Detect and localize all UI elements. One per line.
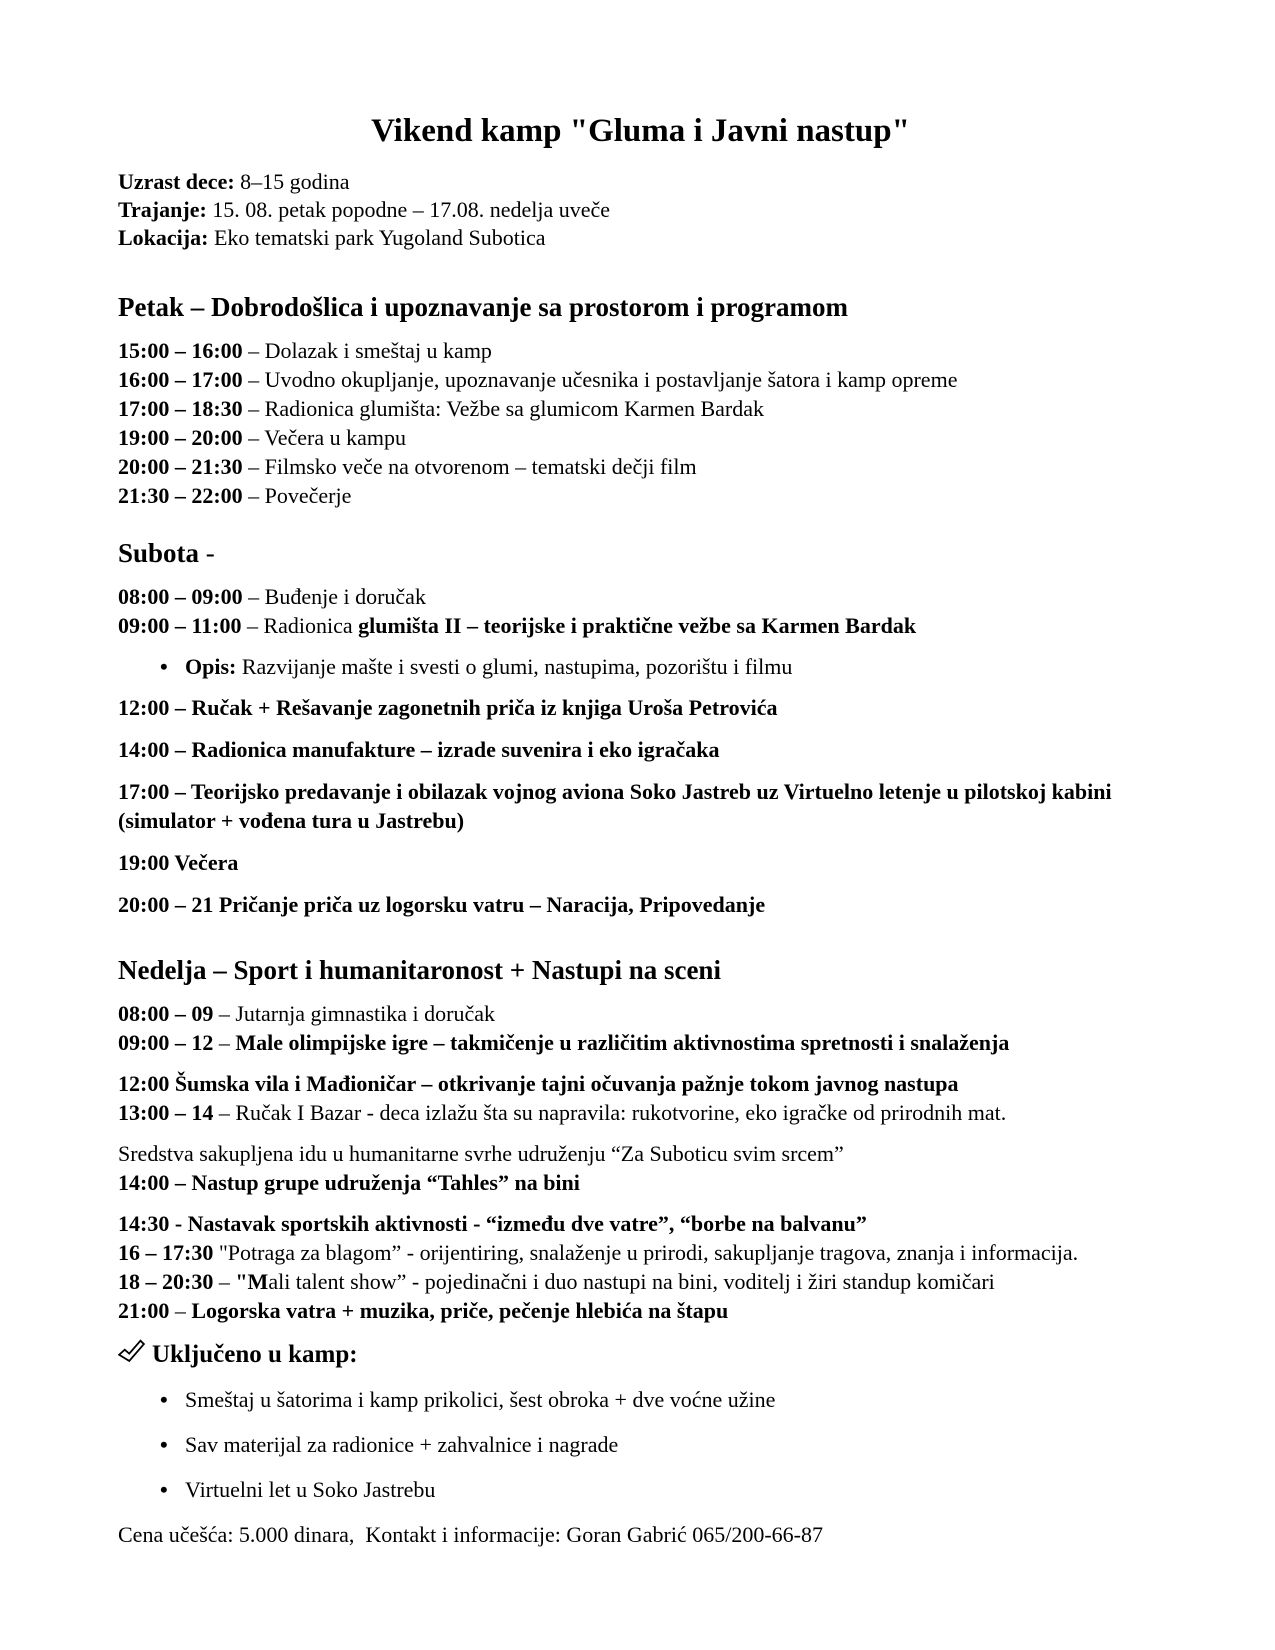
- info-age-value: 8–15 godina: [234, 169, 350, 194]
- schedule-item-sat-1200: 12:00 – Ručak + Rešavanje zagonetnih priča iz knjiga Uroša Petrovića: [118, 695, 778, 720]
- sunday-schedule-afternoon: [118, 1209, 1163, 1325]
- bullet-icon: •: [160, 1432, 168, 1457]
- bullet-icon: •: [160, 1387, 168, 1412]
- item-text: – Buđenje i doručak: [242, 584, 426, 609]
- friday-schedule: [118, 336, 1163, 510]
- info-block: [118, 168, 1163, 252]
- item-text: – Večera u kampu: [242, 425, 406, 450]
- item-sep: –: [213, 1030, 236, 1055]
- schedule-item-sun-1600: [118, 1238, 1163, 1267]
- saturday-heading: [118, 536, 1163, 570]
- schedule-item-fri-1900: [118, 423, 1163, 452]
- schedule-item-fri-2000: [118, 452, 1163, 481]
- item-time: 21:00: [118, 1298, 170, 1323]
- opis-label: Opis:: [185, 654, 237, 679]
- item-text-bold: "M: [235, 1269, 269, 1294]
- included-item: [118, 1475, 1163, 1504]
- item-text: – Filmsko veče na otvorenom – tematski dečji film: [242, 454, 697, 479]
- item-time: 19:00 – 20:00: [118, 425, 243, 450]
- info-duration-label: Trajanje:: [118, 197, 207, 222]
- item-sep: –: [213, 1269, 236, 1294]
- schedule-item-sat-1400: 14:00 – Radionica manufakture – izrade suvenira i eko igračaka: [118, 737, 720, 762]
- footer-contact: Cena učešća: 5.000 dinara, Kontakt i informacije: Goran Gabrić 065/200-66-87: [118, 1522, 823, 1547]
- schedule-item-fri-1500: [118, 336, 1163, 365]
- item-time: 18 – 20:30: [118, 1269, 214, 1294]
- schedule-item-sat-0900: [118, 611, 1163, 640]
- schedule-item-sat-2000: 20:00 – 21 Pričanje priča uz logorsku vatru – Naracija, Pripovedanje: [118, 892, 766, 917]
- item-time: 15:00 – 16:00: [118, 338, 243, 363]
- saturday-heading-tail: -: [199, 538, 215, 568]
- item-time: 09:00 – 11:00: [118, 613, 242, 638]
- item-text-bold: glumišta II – teorijske i praktične vežbe sa Karmen Bardak: [358, 613, 917, 638]
- sunday-humanitarian: [118, 1139, 1163, 1197]
- item-time: 09:00 – 12: [118, 1030, 214, 1055]
- item-text: – Jutarnja gimnastika i doručak: [213, 1001, 495, 1026]
- item-text: "Potraga za blagom” - orijentiring, snalaženje u prirodi, sakupljanje tragova, znanja i informacija.: [213, 1240, 1079, 1265]
- item-time: 21:30 – 22:00: [118, 483, 243, 508]
- schedule-item-fri-2130: [118, 481, 1163, 510]
- info-location-label: Lokacija:: [118, 225, 209, 250]
- item-text: – Povečerje: [242, 483, 352, 508]
- schedule-item-sat-1900: 19:00 Večera: [118, 850, 239, 875]
- included-item: [118, 1430, 1163, 1459]
- item-time: 16:00 – 17:00: [118, 367, 243, 392]
- saturday-schedule-morning: [118, 582, 1163, 640]
- item-text: – Radionica: [241, 613, 359, 638]
- item-time: 08:00 – 09:00: [118, 584, 243, 609]
- item-sep: –: [169, 1298, 192, 1323]
- item-text: – Radionica glumišta: Vežbe sa glumicom Karmen Bardak: [242, 396, 765, 421]
- item-time: 08:00 – 09: [118, 1001, 214, 1026]
- schedule-item-sat-1700: 17:00 – Teorijsko predavanje i obilazak vojnog aviona Soko Jastreb uz Virtuelno letenje u pilotskoj kabini (simulator + vođena tura u Jastrebu): [118, 779, 1118, 833]
- check-icon: [118, 1339, 145, 1366]
- schedule-item-sun-2100: [118, 1296, 1163, 1325]
- schedule-item-sun-1300: [118, 1098, 1163, 1127]
- bullet-icon: •: [160, 654, 168, 679]
- saturday-heading-text: Subota: [118, 538, 200, 568]
- schedule-item-fri-1600: [118, 365, 1163, 394]
- item-text-bold: Male olimpijske igre – takmičenje u različitim aktivnostima spretnosti i snalaženja: [235, 1030, 1010, 1055]
- schedule-item-sat-0800: [118, 582, 1163, 611]
- bullet-icon: •: [160, 1477, 168, 1502]
- item-text: – Ručak I Bazar - deca izlažu šta su napravila: rukotvorine, eko igračke od prirodnih mat.: [213, 1100, 1007, 1125]
- opis-text: Razvijanje mašte i svesti o glumi, nastupima, pozorištu i filmu: [236, 654, 793, 679]
- item-text: – Dolazak i smeštaj u kamp: [242, 338, 492, 363]
- info-duration: [118, 196, 1163, 224]
- item-time: 16 – 17:30: [118, 1240, 214, 1265]
- info-age-label: Uzrast dece:: [118, 169, 235, 194]
- sunday-schedule-noon: [118, 1069, 1163, 1127]
- item-text: ali talent show” - pojedinačni i duo nastupi na bini, voditelj i žiri standup komičari: [268, 1269, 995, 1294]
- item-text: – Uvodno okupljanje, upoznavanje učesnika i postavljanje šatora i kamp opreme: [242, 367, 958, 392]
- info-location-value: Eko tematski park Yugoland Subotica: [208, 225, 546, 250]
- page-title: Vikend kamp "Gluma i Javni nastup": [371, 113, 910, 149]
- included-item: [118, 1385, 1163, 1414]
- included-heading: [118, 1339, 1163, 1371]
- item-time: 20:00 – 21:30: [118, 454, 243, 479]
- item-time: 17:00 – 18:30: [118, 396, 243, 421]
- schedule-item-sun-0800: [118, 999, 1163, 1028]
- opis-bullet: [118, 652, 1163, 681]
- item-time: 13:00 – 14: [118, 1100, 214, 1125]
- schedule-item-sun-0900: [118, 1028, 1163, 1057]
- info-location: [118, 224, 1163, 252]
- included-heading-text: Uključeno u kamp:: [152, 1341, 358, 1368]
- included-item-text: Sav materijal za radionice + zahvalnice i nagrade: [185, 1432, 619, 1457]
- humanitarian-note: Sredstva sakupljena idu u humanitarne svrhe udruženju “Za Suboticu svim srcem”: [118, 1141, 844, 1166]
- info-duration-value: 15. 08. petak popodne – 17.08. nedelja uveče: [206, 197, 611, 222]
- schedule-item-sun-1430: 14:30 - Nastavak sportskih aktivnosti - “između dve vatre”, “borbe na balvanu”: [118, 1211, 867, 1236]
- info-age: [118, 168, 1163, 196]
- item-text-bold: Logorska vatra + muzika, priče, pečenje hlebića na štapu: [191, 1298, 729, 1323]
- schedule-item-sun-1200: 12:00 Šumska vila i Mađioničar – otkrivanje tajni očuvanja pažnje tokom javnog nastupa: [118, 1071, 959, 1096]
- schedule-item-sun-1800: [118, 1267, 1163, 1296]
- included-item-text: Smeštaj u šatorima i kamp prikolici, šest obroka + dve voćne užine: [185, 1387, 776, 1412]
- schedule-item-fri-1700: [118, 394, 1163, 423]
- sunday-schedule-morning: [118, 999, 1163, 1057]
- sunday-heading: Nedelja – Sport i humanitaronost + Nastupi na sceni: [118, 955, 721, 985]
- friday-heading: Petak – Dobrodošlica i upoznavanje sa prostorom i programom: [118, 292, 849, 322]
- included-item-text: Virtuelni let u Soko Jastrebu: [185, 1477, 436, 1502]
- schedule-item-sun-1400: 14:00 – Nastup grupe udruženja “Tahles” na bini: [118, 1170, 580, 1195]
